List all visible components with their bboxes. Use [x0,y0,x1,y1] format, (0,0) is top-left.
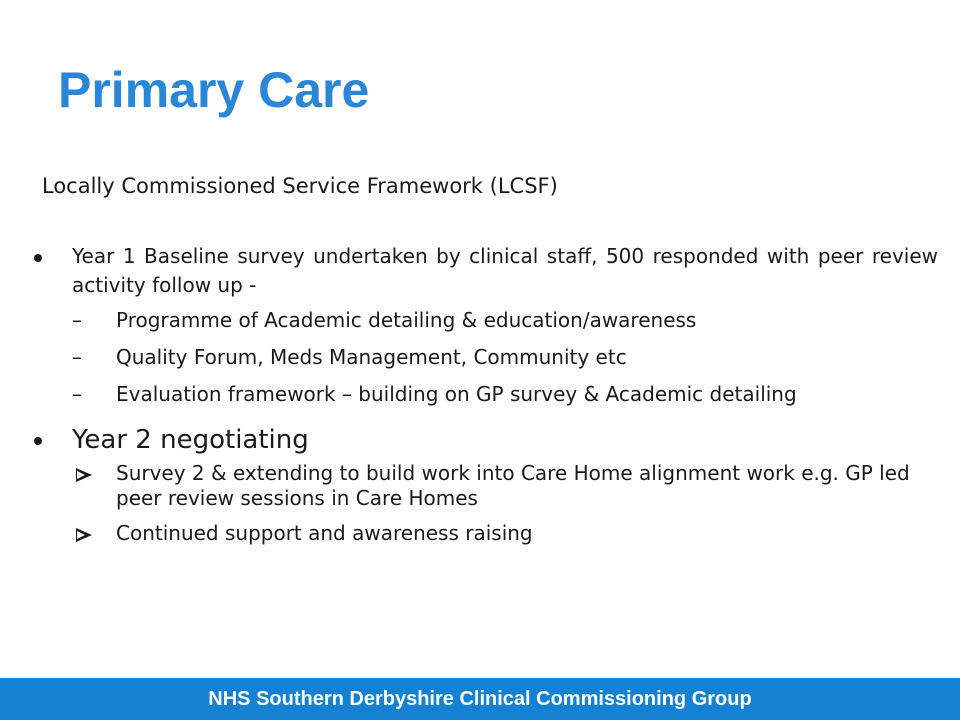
sub-bullet-text: Quality Forum, Meds Management, Community etc [116,345,627,369]
bullet-text: Year 1 Baseline survey undertaken by clinical staff, 500 responded with peer review activity follow up - [72,244,938,297]
sub-bullet-text: Programme of Academic detailing & education/awareness [116,308,697,332]
bullet-dot-icon [34,254,42,262]
sub-bullet-text: Continued support and awareness raising [116,521,533,545]
dash-marker-icon: – [72,345,82,369]
sub-bullet [72,382,938,407]
sub-bullet [72,521,938,546]
sub-bullet-text: Evaluation framework – building on GP survey & Academic detailing [116,382,797,406]
bullet-year-2 [72,423,938,457]
bullet-year-1 [72,242,938,300]
slide-title: Primary Care [58,62,370,118]
footer-banner: NHS Southern Derbyshire Clinical Commissioning Group [0,678,960,720]
sub-bullet [72,345,938,370]
bullet-text: Year 2 negotiating [72,425,309,455]
bullet-dot-icon [34,437,42,445]
dash-marker-icon: – [72,382,82,406]
arrow-bullet-icon [76,468,92,482]
sub-bullet [72,461,938,511]
sub-bullet [72,308,938,333]
arrow-bullet-icon [76,528,92,542]
sub-bullet-text: Survey 2 & extending to build work into Care Home alignment work e.g. GP led peer review sessions in Care Homes [116,461,910,510]
slide-content [72,242,938,556]
slide-subtitle: Locally Commissioned Service Framework (LCSF) [42,174,558,198]
dash-marker-icon: – [72,308,82,332]
